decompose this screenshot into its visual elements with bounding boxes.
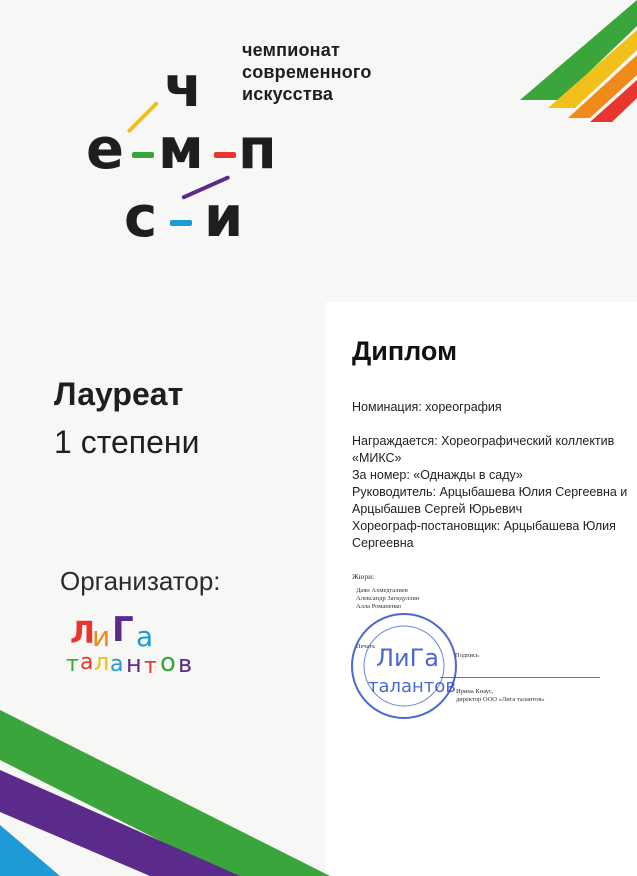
- signer-position: директор ООО «Лига талантов»: [456, 696, 545, 703]
- signature-label: Подпись: [455, 652, 479, 659]
- organizer-label: Организатор:: [60, 566, 221, 596]
- jury-label: Жюри:: [352, 572, 375, 581]
- choreographer-line-1: Хореограф-постановщик: Арцыбашева Юлия: [352, 519, 616, 533]
- logo-letter-e: е: [86, 117, 124, 182]
- nomination: Номинация: хореография: [352, 400, 502, 414]
- logo-tagline-2: современного: [242, 62, 372, 82]
- piece-name: За номер: «Однажды в саду»: [352, 468, 523, 482]
- logo-letter-m: м: [158, 117, 204, 182]
- leader-line-1: Руководитель: Арцыбашева Юлия Сергеевна и: [352, 485, 628, 499]
- choreographer-line-2: Сергеевна: [352, 536, 414, 550]
- award-degree: 1 степени: [54, 424, 200, 460]
- logo-dash-green: [132, 152, 154, 158]
- logo-tagline-3: искусства: [242, 84, 334, 104]
- liga-talantov-logo: Л и Г а т а л а н т о в: [66, 610, 193, 679]
- diploma-title: Диплом: [352, 336, 458, 366]
- jury-member-2: Александр Загидуллин: [356, 595, 420, 602]
- logo-letter-ch: ч: [164, 55, 203, 120]
- svg-text:талантов: талантов: [368, 676, 456, 697]
- awarded-line-1: Награждается: Хореографический коллектив: [352, 434, 615, 448]
- leader-line-2: Арцыбашев Сергей Юрьевич: [352, 502, 523, 516]
- logo-letter-i: и: [204, 185, 244, 250]
- awarded-line-2: «МИКС»: [352, 451, 402, 465]
- organization-stamp: [348, 610, 460, 722]
- logo-slash-yellow: [127, 101, 160, 134]
- signature-line: [440, 677, 600, 678]
- signer-name: Ирина Кнаус,: [456, 688, 494, 695]
- championship-logo: [0, 0, 372, 260]
- stamp-label: Печать: [356, 643, 376, 650]
- logo-letter-p: п: [238, 117, 277, 182]
- logo-tagline-1: чемпионат: [242, 40, 340, 60]
- svg-text:ЛиГа: ЛиГа: [376, 644, 439, 672]
- logo-dash-red: [214, 152, 236, 158]
- jury-member-3: Алла Романенко: [356, 603, 402, 610]
- logo-dash-blue: [170, 220, 192, 226]
- logo-letter-s: с: [124, 185, 158, 250]
- jury-member-1: Даян Ахмедгалиев: [356, 587, 408, 594]
- award-title: Лауреат: [54, 376, 184, 412]
